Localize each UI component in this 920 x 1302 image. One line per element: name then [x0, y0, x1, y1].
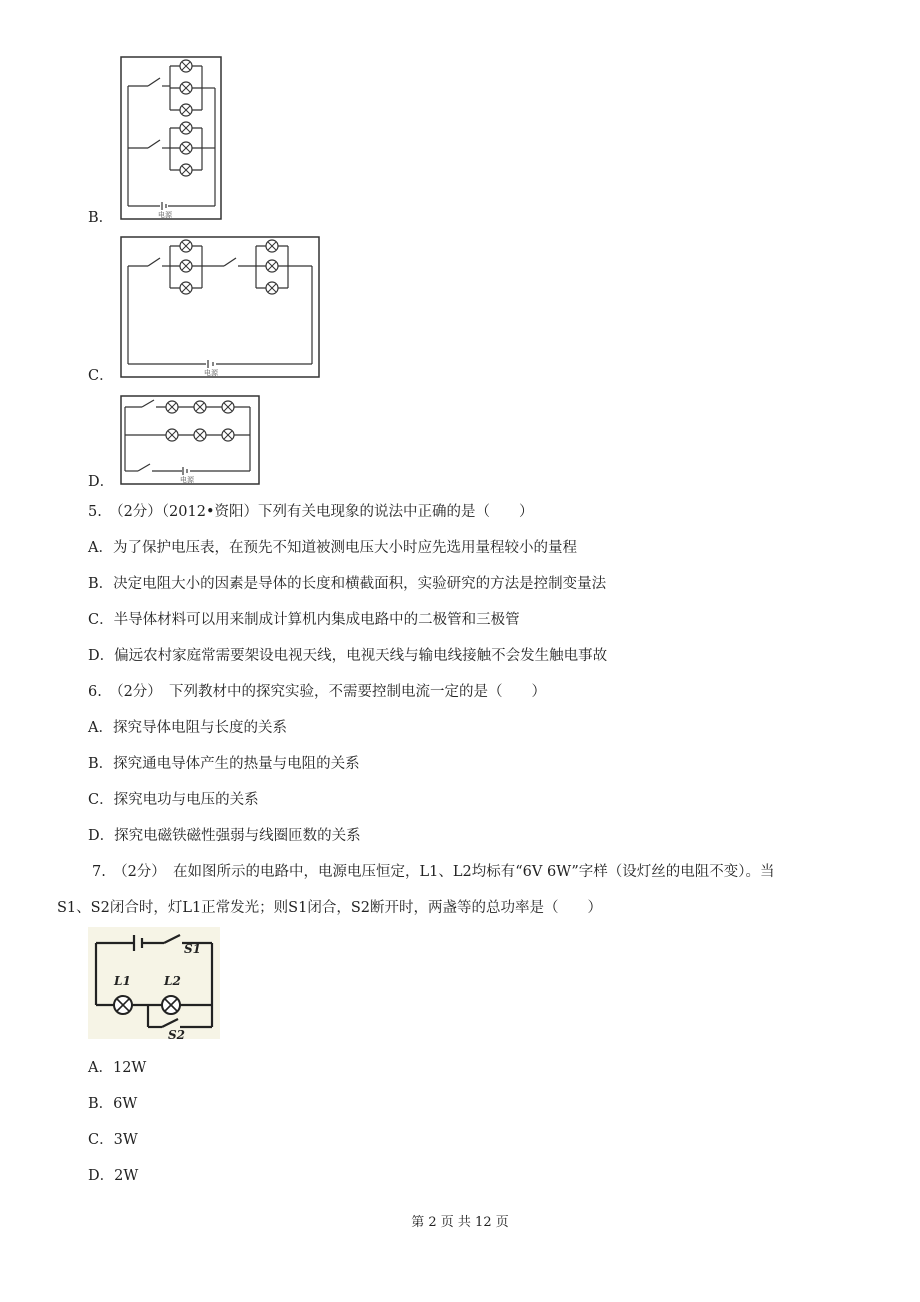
figure-question-7-circuit — [88, 927, 220, 1039]
label-l2: L2 — [164, 974, 181, 988]
question-5-stem: 5. （2分）（2012•资阳）下列有关电现象的说法中正确的是（ ） — [88, 504, 534, 520]
option-c-label: C． — [88, 368, 114, 384]
figure-option-b — [120, 56, 222, 220]
question-7-option-b: B．6W — [88, 1096, 138, 1112]
label-s1: S1 — [184, 942, 202, 956]
question-7-stem-line-1: 7. （2分） 在如图所示的电路中，电源电压恒定，L1、L2均标有“6V 6W”字样（设灯丝的电阻不变）。当 — [92, 864, 775, 880]
figure-option-d — [120, 395, 260, 485]
power-label: 电源 — [158, 211, 172, 219]
question-6-stem: 6. （2分） 下列教材中的探究实验，不需要控制电流一定的是（ ） — [88, 684, 547, 700]
page-footer: 第 2 页 共 12 页 — [411, 1215, 509, 1230]
question-6-option-d: D．探究电磁铁磁性强弱与线圈匝数的关系 — [88, 828, 361, 844]
option-b-label: B． — [88, 210, 114, 226]
label-l1: L1 — [114, 974, 131, 988]
question-7-option-c: C．3W — [88, 1132, 138, 1148]
question-6-option-b: B．探究通电导体产生的热量与电阻的关系 — [88, 756, 360, 772]
question-5-option-d: D．偏远农村家庭常需要架设电视天线，电视天线与输电线接触不会发生触电事故 — [88, 648, 608, 664]
question-6-option-a: A．探究导体电阻与长度的关系 — [88, 720, 287, 736]
question-7-option-a: A．12W — [88, 1060, 147, 1076]
power-label: 电源 — [180, 476, 194, 484]
question-5-option-a: A．为了保护电压表，在预先不知道被测电压大小时应先选用量程较小的量程 — [88, 540, 577, 556]
option-d-label: D． — [88, 474, 115, 490]
question-7-option-d: D．2W — [88, 1168, 139, 1184]
figure-option-c — [120, 236, 320, 378]
question-6-option-c: C．探究电功与电压的关系 — [88, 792, 259, 808]
question-5-option-b: B．决定电阻大小的因素是导体的长度和横截面积，实验研究的方法是控制变量法 — [88, 576, 607, 592]
question-5-option-c: C．半导体材料可以用来制成计算机内集成电路中的二极管和三极管 — [88, 612, 520, 628]
question-7-stem-line-2: S1、S2闭合时，灯L1正常发光；则S1闭合，S2断开时，两盏等的总功率是（ ） — [57, 900, 602, 916]
power-label: 电源 — [204, 369, 218, 377]
label-s2: S2 — [168, 1028, 186, 1039]
